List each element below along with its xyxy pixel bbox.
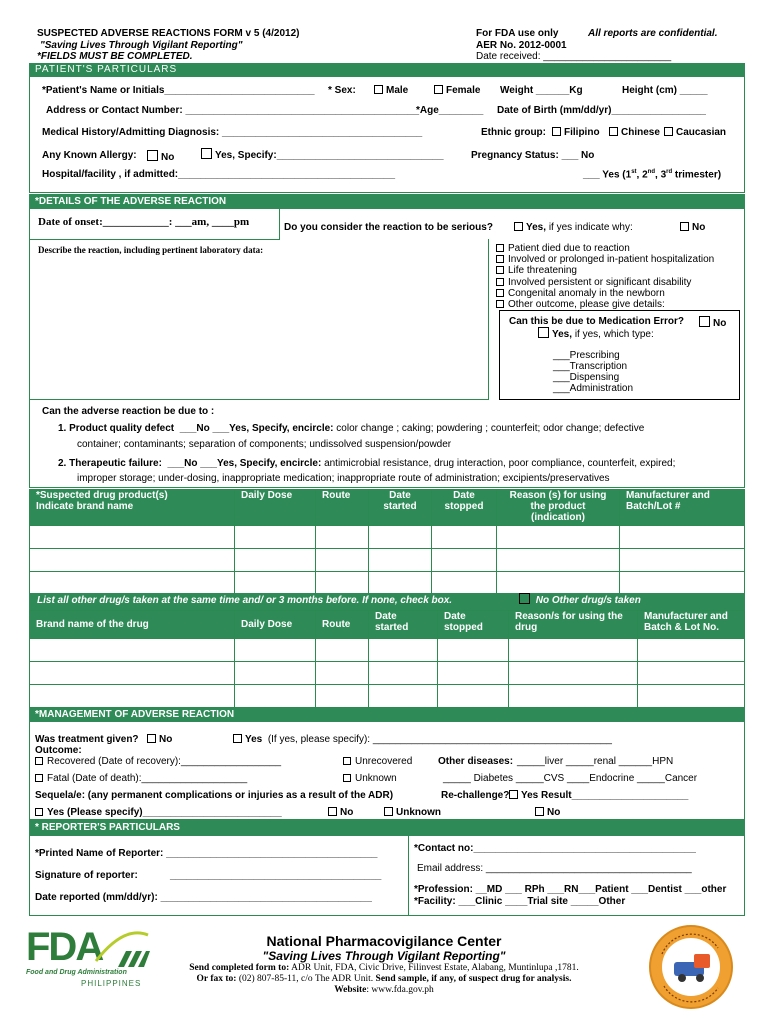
contact-field[interactable]: *Contact no:________________________________________ bbox=[414, 843, 696, 854]
form-title: SUSPECTED ADVERSE REACTIONS FORM v 5 (4/2012) bbox=[37, 28, 300, 39]
rechallenge-no-option[interactable]: No bbox=[533, 807, 560, 818]
treatment-question: Was treatment given? bbox=[35, 734, 139, 745]
col-reason: Reason (s) for using the product (indication) bbox=[497, 490, 620, 526]
col-date-stopped: Date stopped bbox=[432, 490, 497, 526]
treatment-no-checkbox[interactable] bbox=[147, 734, 156, 743]
website-link[interactable]: : www.fda.gov.ph bbox=[366, 985, 434, 995]
address-field[interactable]: Address or Contact Number: __________________________________________ bbox=[46, 105, 420, 116]
unrecovered-option[interactable]: Unrecovered bbox=[343, 756, 412, 767]
serious-no-option[interactable]: No bbox=[678, 222, 705, 233]
chinese-checkbox[interactable] bbox=[609, 127, 618, 136]
rechallenge-yes-option[interactable]: Yes Result_____________________ bbox=[507, 790, 688, 801]
date-reported-field[interactable]: Date reported (mm/dd/yr): ______________________________________ bbox=[35, 892, 372, 903]
suspected-drug-table bbox=[29, 489, 745, 595]
outcome-disability[interactable]: Involved persistent or significant disability bbox=[496, 277, 714, 288]
other-diseases-label: Other diseases: bbox=[438, 756, 514, 767]
serious-question: Do you consider the reaction to be serious? bbox=[284, 222, 493, 233]
reporter-section-title: * REPORTER'S PARTICULARS bbox=[29, 820, 745, 836]
table-row[interactable] bbox=[30, 639, 745, 662]
profession-field[interactable]: *Profession: __MD ___ RPh ___RN___Patient ___Dentist ___other bbox=[414, 884, 727, 895]
sequela-no-checkbox[interactable] bbox=[328, 807, 337, 816]
female-checkbox[interactable] bbox=[434, 85, 443, 94]
sequela-yes-option[interactable]: Yes (Please specify)_________________________ bbox=[35, 807, 282, 818]
patient-section-title: PATIENT'S PARTICULARS bbox=[29, 63, 745, 77]
error-dispensing[interactable]: ___Dispensing bbox=[553, 372, 620, 383]
unrecovered-checkbox[interactable] bbox=[343, 757, 351, 765]
management-section-title: *MANAGEMENT OF ADVERSE REACTION bbox=[29, 708, 745, 722]
outcome-other[interactable]: Other outcome, please give details: bbox=[496, 299, 714, 310]
filipino-checkbox[interactable] bbox=[552, 127, 561, 136]
other-drugs-table bbox=[29, 610, 745, 708]
height-field[interactable]: Height (cm) _____ bbox=[622, 85, 708, 96]
col-route: Route bbox=[316, 490, 369, 526]
med-error-no-checkbox[interactable] bbox=[699, 316, 710, 327]
table-row[interactable] bbox=[30, 662, 745, 685]
send-form-line: Send completed form to: ADR Unit, FDA, Civic Drive, Filinvest Estate, Alabang, Muntinlupa ,1781. bbox=[189, 963, 579, 973]
center-name: National Pharmacovigilance Center bbox=[266, 933, 502, 949]
recovered-option[interactable]: Recovered (Date of recovery):__________________ bbox=[35, 756, 281, 767]
header-tagline: "Saving Lives Through Vigilant Reporting" bbox=[40, 40, 243, 51]
other-drugs-banner: List all other drug/s taken at the same time and/ or 3 months before. If none, check box. No Other drug/s taken bbox=[29, 593, 745, 610]
table-row[interactable] bbox=[30, 549, 745, 572]
serious-no-checkbox[interactable] bbox=[680, 222, 689, 231]
footer-tagline: "Saving Lives Through Vigilant Reporting" bbox=[262, 949, 506, 963]
hospital-field[interactable]: Hospital/facility , if admitted:_______________________________________ bbox=[42, 169, 396, 180]
male-checkbox[interactable] bbox=[374, 85, 383, 94]
ethnic-chinese[interactable]: Chinese bbox=[607, 127, 660, 138]
describe-label: Describe the reaction, including pertinent laboratory data: bbox=[38, 245, 264, 255]
medical-history-field[interactable]: Medical History/Admitting Diagnosis: ____________________________________ bbox=[42, 127, 423, 138]
error-type-list bbox=[553, 350, 633, 394]
col-reason: Reason/s for using the drug bbox=[509, 611, 638, 639]
recovered-checkbox[interactable] bbox=[35, 757, 43, 765]
allergy-yes-checkbox[interactable] bbox=[201, 148, 212, 159]
unknown-checkbox[interactable] bbox=[343, 774, 351, 782]
caucasian-checkbox[interactable] bbox=[664, 127, 673, 136]
outcome-checkbox[interactable] bbox=[496, 300, 504, 308]
fatal-checkbox[interactable] bbox=[35, 774, 43, 782]
outcome-checkbox[interactable] bbox=[496, 244, 504, 252]
email-field[interactable]: Email address: _____________________________________ bbox=[417, 863, 692, 874]
treatment-no-option[interactable]: No bbox=[145, 734, 172, 745]
pregnancy-status[interactable]: Pregnancy Status: ___ No bbox=[471, 150, 595, 161]
col-date-started: Date started bbox=[369, 490, 432, 526]
col-date-started: Date started bbox=[369, 611, 438, 639]
rechallenge-label: Re-challenge? bbox=[441, 790, 510, 801]
rechallenge-no-checkbox[interactable] bbox=[535, 807, 544, 816]
fda-logo-text: FDA bbox=[26, 925, 103, 969]
col-manufacturer: Manufacturer and Batch & Lot No. bbox=[638, 611, 745, 639]
fatal-option[interactable]: Fatal (Date of death):___________________ bbox=[35, 773, 247, 784]
allergy-no-option[interactable]: No bbox=[145, 150, 174, 163]
unknown-option[interactable]: Unknown bbox=[343, 773, 397, 784]
error-prescribing[interactable]: ___Prescribing bbox=[553, 350, 620, 361]
dob-field[interactable]: Date of Birth (mm/dd/yr)_________________ bbox=[497, 105, 706, 116]
confidential-note: All reports are confidential. bbox=[588, 28, 718, 39]
patient-name-field[interactable]: *Patient's Name or Initials___________________________ bbox=[42, 85, 315, 96]
col-daily-dose: Daily Dose bbox=[235, 490, 316, 526]
col-brand-name: Brand name of the drug bbox=[30, 611, 235, 639]
outcome-life-threatening[interactable]: Life threatening bbox=[496, 265, 714, 276]
sequela-unknown-checkbox[interactable] bbox=[384, 807, 393, 816]
med-error-no-option[interactable]: No bbox=[697, 316, 726, 329]
sequela-unknown-option[interactable]: Unknown bbox=[382, 807, 441, 818]
outcome-hospitalization[interactable]: Involved or prolonged in-patient hospitalization bbox=[496, 254, 714, 265]
pregnancy-trimester[interactable]: ___ Yes (1st, 2nd, 3rd trimester) bbox=[583, 169, 722, 181]
aer-number: AER No. 2012-0001 bbox=[476, 40, 567, 51]
quality-defect-row[interactable]: 1. Product quality defect ___No ___Yes, Specify, encircle: color change ; caking; powdering ; counterfeit; odor change; defective bbox=[58, 423, 645, 434]
med-error-yes-option[interactable]: Yes, if yes, which type: bbox=[536, 327, 654, 340]
col-daily-dose: Daily Dose bbox=[235, 611, 316, 639]
no-other-drugs-option[interactable]: No Other drug/s taken bbox=[517, 593, 641, 608]
fda-logo-country: PHILIPPINES bbox=[81, 979, 142, 988]
ethnic-caucasian[interactable]: Caucasian bbox=[662, 127, 726, 138]
outcome-checkbox[interactable] bbox=[496, 278, 504, 286]
outcome-label: Outcome: bbox=[35, 745, 82, 756]
date-received-field[interactable]: Date received: _______________________ bbox=[476, 51, 672, 62]
sex-male-option[interactable]: Male bbox=[372, 85, 408, 96]
col-route: Route bbox=[316, 611, 369, 639]
reporter-name-field[interactable]: *Printed Name of Reporter: ______________________________________ bbox=[35, 848, 378, 859]
rechallenge-yes-checkbox[interactable] bbox=[509, 790, 518, 799]
weight-field[interactable]: Weight ______Kg bbox=[500, 85, 583, 96]
allergy-no-checkbox[interactable] bbox=[147, 150, 158, 161]
sequela-no-option[interactable]: No bbox=[326, 807, 353, 818]
quality-defect-row-2: container; contaminants; separation of components; undissolved suspension/powder bbox=[77, 439, 452, 450]
outcome-checkbox[interactable] bbox=[496, 266, 504, 274]
col-date-stopped: Date stopped bbox=[438, 611, 509, 639]
diseases-row-1[interactable]: _____liver _____renal ______HPN bbox=[517, 756, 674, 767]
outcome-congenital[interactable]: Congenital anomaly in the newborn bbox=[496, 288, 714, 299]
date-of-onset-field[interactable]: Date of onset:____________: ___am, ____pm bbox=[38, 216, 250, 228]
fax-line: Or fax to: (02) 807-85-11, c/o The ADR Unit. Send sample, if any, of suspect drug for analysis. bbox=[196, 974, 572, 984]
required-note: *FIELDS MUST BE COMPLETED. bbox=[37, 51, 193, 62]
treatment-yes-checkbox[interactable] bbox=[233, 734, 242, 743]
med-error-question: Can this be due to Medication Error? bbox=[509, 316, 685, 327]
error-administration[interactable]: ___Administration bbox=[553, 383, 634, 394]
reaction-description-area[interactable] bbox=[29, 239, 489, 400]
sequela-yes-checkbox[interactable] bbox=[35, 808, 43, 816]
facility-field[interactable]: *Facility: ___Clinic ____Trial site _____Other bbox=[414, 896, 626, 907]
allergy-yes-option[interactable]: Yes, Specify:______________________________ bbox=[199, 148, 444, 161]
reaction-section-title: *DETAILS OF THE ADVERSE REACTION bbox=[29, 194, 745, 209]
age-field[interactable]: *Age________ bbox=[416, 105, 484, 116]
diseases-row-2[interactable]: _____ Diabetes _____CVS ____Endocrine _____Cancer bbox=[443, 773, 698, 784]
serious-yes-checkbox[interactable] bbox=[514, 222, 523, 231]
outcome-checkbox[interactable] bbox=[496, 289, 504, 297]
table-row[interactable] bbox=[30, 526, 745, 549]
pharmacovigilance-seal-icon bbox=[648, 924, 734, 1010]
table-row[interactable] bbox=[30, 572, 745, 595]
therapeutic-failure-row[interactable]: 2. Therapeutic failure: ___No ___Yes, Specify, encircle: antimicrobial resistance, drug interaction, poor compliance, counterfeit, expired; bbox=[58, 458, 676, 469]
reporter-divider bbox=[408, 836, 409, 915]
error-transcription[interactable]: ___Transcription bbox=[553, 361, 628, 372]
treatment-yes-option[interactable]: Yes (If yes, please specify): ___________________________________________ bbox=[231, 734, 612, 745]
signature-label: Signature of reporter: bbox=[35, 870, 138, 881]
no-other-drugs-checkbox[interactable] bbox=[519, 593, 530, 604]
signature-field[interactable]: ______________________________________ bbox=[170, 870, 382, 881]
due-to-label: Can the adverse reaction be due to : bbox=[42, 406, 215, 417]
sequela-label: Sequela/e: (any permanent complications or injuries as a result of the ADR) bbox=[35, 790, 394, 801]
outcome-checkbox[interactable] bbox=[496, 255, 504, 263]
serious-yes-option[interactable]: Yes, if yes indicate why: bbox=[512, 222, 633, 233]
fda-use-label: For FDA use only bbox=[476, 28, 559, 39]
ethnic-label: Ethnic group: bbox=[481, 127, 546, 138]
outcome-died[interactable]: Patient died due to reaction bbox=[496, 243, 714, 254]
ethnic-filipino[interactable]: Filipino bbox=[550, 127, 600, 138]
fda-logo-subtitle: Food and Drug Administration bbox=[26, 969, 127, 976]
therapeutic-failure-row-2: improper storage; under-dosing, inappropriate medication; inappropriate route of administration; excipients/preservatives bbox=[77, 473, 610, 484]
sex-female-option[interactable]: Female bbox=[432, 85, 480, 96]
med-error-yes-checkbox[interactable] bbox=[538, 327, 549, 338]
outcome-list bbox=[496, 243, 714, 310]
table-row[interactable] bbox=[30, 685, 745, 708]
website-line: Website: www.fda.gov.ph bbox=[334, 985, 434, 995]
allergy-label: Any Known Allergy: bbox=[42, 150, 137, 161]
sex-label: * Sex: bbox=[328, 85, 356, 96]
col-suspected-drug: *Suspected drug product(s) Indicate brand name bbox=[30, 490, 235, 526]
col-manufacturer: Manufacturer and Batch/Lot # bbox=[620, 490, 745, 526]
